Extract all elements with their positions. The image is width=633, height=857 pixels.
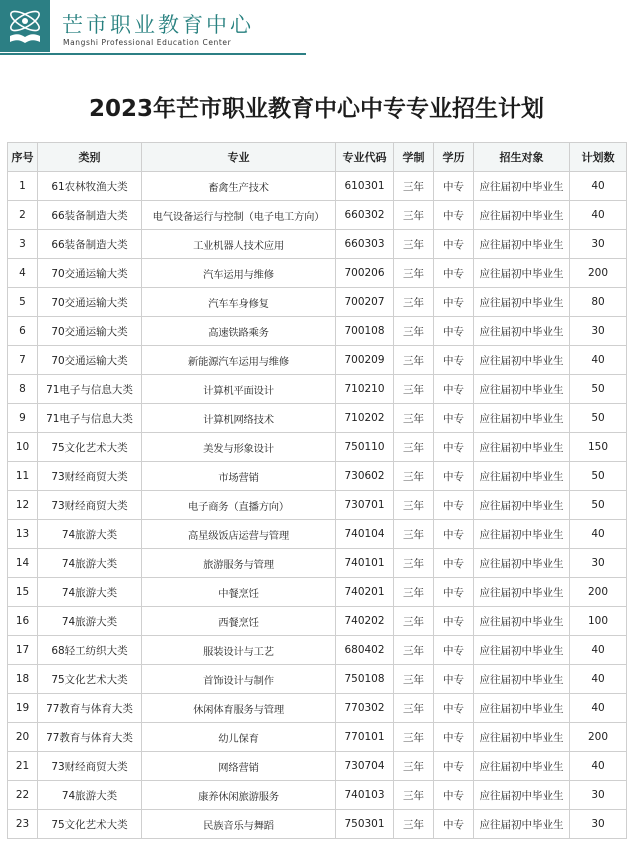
cell-index: 12 (8, 491, 38, 520)
cell-duration: 三年 (394, 578, 434, 607)
cell-degree: 中专 (434, 636, 474, 665)
cell-degree: 中专 (434, 288, 474, 317)
cell-degree: 中专 (434, 694, 474, 723)
cell-code: 700207 (336, 288, 394, 317)
table-row (8, 404, 627, 433)
cell-code: 770302 (336, 694, 394, 723)
table-row (8, 578, 627, 607)
cell-major: 市场营销 (142, 462, 336, 491)
cell-target: 应往届初中毕业生 (474, 404, 570, 433)
cell-duration: 三年 (394, 723, 434, 752)
cell-degree: 中专 (434, 665, 474, 694)
cell-code: 740201 (336, 578, 394, 607)
cell-index: 17 (8, 636, 38, 665)
cell-target: 应往届初中毕业生 (474, 230, 570, 259)
cell-quota: 50 (570, 375, 627, 404)
cell-index: 5 (8, 288, 38, 317)
table-row (8, 665, 627, 694)
cell-quota: 200 (570, 259, 627, 288)
cell-category: 74旅游大类 (38, 520, 142, 549)
cell-major: 高星级饭店运营与管理 (142, 520, 336, 549)
cell-quota: 30 (570, 230, 627, 259)
table-row (8, 317, 627, 346)
cell-quota: 30 (570, 781, 627, 810)
table-row (8, 636, 627, 665)
cell-code: 730704 (336, 752, 394, 781)
cell-degree: 中专 (434, 723, 474, 752)
col-header-target: 招生对象 (474, 143, 570, 172)
cell-code: 660303 (336, 230, 394, 259)
cell-target: 应往届初中毕业生 (474, 172, 570, 201)
cell-major: 工业机器人技术应用 (142, 230, 336, 259)
cell-code: 710210 (336, 375, 394, 404)
cell-category: 70交通运输大类 (38, 317, 142, 346)
cell-target: 应往届初中毕业生 (474, 201, 570, 230)
cell-target: 应往届初中毕业生 (474, 636, 570, 665)
cell-index: 7 (8, 346, 38, 375)
cell-major: 计算机网络技术 (142, 404, 336, 433)
cell-category: 73财经商贸大类 (38, 462, 142, 491)
cell-target: 应往届初中毕业生 (474, 491, 570, 520)
cell-quota: 30 (570, 317, 627, 346)
cell-code: 770101 (336, 723, 394, 752)
cell-degree: 中专 (434, 317, 474, 346)
cell-major: 电气设备运行与控制（电子电工方向） (142, 201, 336, 230)
cell-degree: 中专 (434, 462, 474, 491)
cell-category: 73财经商贸大类 (38, 752, 142, 781)
cell-major: 中餐烹饪 (142, 578, 336, 607)
cell-quota: 50 (570, 462, 627, 491)
school-logo (0, 0, 50, 52)
cell-duration: 三年 (394, 172, 434, 201)
cell-code: 750110 (336, 433, 394, 462)
cell-degree: 中专 (434, 201, 474, 230)
col-header-code: 专业代码 (336, 143, 394, 172)
cell-degree: 中专 (434, 491, 474, 520)
cell-major: 汽车车身修复 (142, 288, 336, 317)
cell-duration: 三年 (394, 462, 434, 491)
cell-code: 710202 (336, 404, 394, 433)
cell-code: 740104 (336, 520, 394, 549)
col-header-duration: 学制 (394, 143, 434, 172)
table-row (8, 694, 627, 723)
cell-major: 新能源汽车运用与维修 (142, 346, 336, 375)
cell-category: 77教育与体育大类 (38, 723, 142, 752)
cell-major: 汽车运用与维修 (142, 259, 336, 288)
table-row (8, 375, 627, 404)
cell-duration: 三年 (394, 201, 434, 230)
cell-code: 750301 (336, 810, 394, 839)
cell-major: 西餐烹饪 (142, 607, 336, 636)
cell-index: 9 (8, 404, 38, 433)
table-row (8, 288, 627, 317)
cell-category: 75文化艺术大类 (38, 810, 142, 839)
cell-index: 8 (8, 375, 38, 404)
cell-degree: 中专 (434, 781, 474, 810)
col-header-degree: 学历 (434, 143, 474, 172)
cell-code: 700206 (336, 259, 394, 288)
cell-major: 康养休闲旅游服务 (142, 781, 336, 810)
cell-quota: 50 (570, 491, 627, 520)
cell-target: 应往届初中毕业生 (474, 781, 570, 810)
cell-category: 61农林牧渔大类 (38, 172, 142, 201)
cell-category: 71电子与信息大类 (38, 375, 142, 404)
cell-duration: 三年 (394, 607, 434, 636)
cell-duration: 三年 (394, 810, 434, 839)
table-row (8, 607, 627, 636)
cell-category: 70交通运输大类 (38, 288, 142, 317)
cell-major: 休闲体育服务与管理 (142, 694, 336, 723)
table-header-row (8, 143, 627, 172)
table-row (8, 520, 627, 549)
col-header-category: 类别 (38, 143, 142, 172)
cell-degree: 中专 (434, 259, 474, 288)
cell-major: 网络营销 (142, 752, 336, 781)
cell-degree: 中专 (434, 752, 474, 781)
cell-category: 68轻工纺织大类 (38, 636, 142, 665)
table-row (8, 752, 627, 781)
cell-quota: 40 (570, 694, 627, 723)
table-row (8, 259, 627, 288)
cell-degree: 中专 (434, 346, 474, 375)
cell-target: 应往届初中毕业生 (474, 694, 570, 723)
cell-target: 应往届初中毕业生 (474, 462, 570, 491)
cell-degree: 中专 (434, 230, 474, 259)
cell-index: 21 (8, 752, 38, 781)
cell-quota: 200 (570, 578, 627, 607)
cell-duration: 三年 (394, 317, 434, 346)
cell-target: 应往届初中毕业生 (474, 520, 570, 549)
page-title: 2023年芒市职业教育中心中专专业招生计划 (88, 96, 544, 122)
cell-degree: 中专 (434, 375, 474, 404)
cell-degree: 中专 (434, 549, 474, 578)
cell-index: 1 (8, 172, 38, 201)
cell-target: 应往届初中毕业生 (474, 317, 570, 346)
cell-index: 6 (8, 317, 38, 346)
cell-duration: 三年 (394, 549, 434, 578)
cell-index: 11 (8, 462, 38, 491)
cell-major: 高速铁路乘务 (142, 317, 336, 346)
cell-index: 22 (8, 781, 38, 810)
cell-quota: 100 (570, 607, 627, 636)
cell-quota: 40 (570, 201, 627, 230)
cell-duration: 三年 (394, 752, 434, 781)
table-row (8, 433, 627, 462)
cell-major: 民族音乐与舞蹈 (142, 810, 336, 839)
cell-index: 19 (8, 694, 38, 723)
cell-target: 应往届初中毕业生 (474, 549, 570, 578)
cell-code: 700209 (336, 346, 394, 375)
cell-duration: 三年 (394, 288, 434, 317)
cell-code: 700108 (336, 317, 394, 346)
cell-category: 74旅游大类 (38, 781, 142, 810)
atom-book-icon (4, 4, 46, 48)
table-row (8, 346, 627, 375)
cell-category: 66装备制造大类 (38, 230, 142, 259)
cell-target: 应往届初中毕业生 (474, 810, 570, 839)
cell-target: 应往届初中毕业生 (474, 346, 570, 375)
col-header-major: 专业 (142, 143, 336, 172)
cell-index: 16 (8, 607, 38, 636)
cell-index: 3 (8, 230, 38, 259)
cell-degree: 中专 (434, 433, 474, 462)
cell-index: 2 (8, 201, 38, 230)
cell-index: 23 (8, 810, 38, 839)
cell-duration: 三年 (394, 520, 434, 549)
org-name: 芒市职业教育中心 (62, 13, 254, 37)
cell-target: 应往届初中毕业生 (474, 723, 570, 752)
cell-duration: 三年 (394, 694, 434, 723)
cell-major: 电子商务（直播方向） (142, 491, 336, 520)
cell-index: 4 (8, 259, 38, 288)
cell-major: 畜禽生产技术 (142, 172, 336, 201)
cell-category: 66装备制造大类 (38, 201, 142, 230)
cell-target: 应往届初中毕业生 (474, 288, 570, 317)
cell-index: 14 (8, 549, 38, 578)
cell-quota: 40 (570, 752, 627, 781)
cell-major: 首饰设计与制作 (142, 665, 336, 694)
cell-code: 610301 (336, 172, 394, 201)
cell-category: 70交通运输大类 (38, 259, 142, 288)
cell-duration: 三年 (394, 259, 434, 288)
cell-duration: 三年 (394, 491, 434, 520)
cell-quota: 80 (570, 288, 627, 317)
cell-index: 20 (8, 723, 38, 752)
cell-duration: 三年 (394, 433, 434, 462)
cell-major: 美发与形象设计 (142, 433, 336, 462)
cell-code: 730701 (336, 491, 394, 520)
cell-quota: 40 (570, 346, 627, 375)
cell-quota: 50 (570, 404, 627, 433)
cell-major: 计算机平面设计 (142, 375, 336, 404)
cell-target: 应往届初中毕业生 (474, 259, 570, 288)
col-header-index: 序号 (8, 143, 38, 172)
cell-category: 71电子与信息大类 (38, 404, 142, 433)
cell-category: 74旅游大类 (38, 607, 142, 636)
cell-major: 服装设计与工艺 (142, 636, 336, 665)
table-row (8, 549, 627, 578)
cell-target: 应往届初中毕业生 (474, 752, 570, 781)
cell-index: 15 (8, 578, 38, 607)
cell-quota: 40 (570, 172, 627, 201)
table-row (8, 201, 627, 230)
table-row (8, 723, 627, 752)
cell-quota: 40 (570, 520, 627, 549)
cell-quota: 40 (570, 665, 627, 694)
cell-index: 18 (8, 665, 38, 694)
cell-target: 应往届初中毕业生 (474, 607, 570, 636)
cell-category: 74旅游大类 (38, 549, 142, 578)
cell-duration: 三年 (394, 404, 434, 433)
table-row (8, 491, 627, 520)
cell-code: 740103 (336, 781, 394, 810)
cell-code: 740202 (336, 607, 394, 636)
cell-duration: 三年 (394, 665, 434, 694)
cell-target: 应往届初中毕业生 (474, 375, 570, 404)
cell-degree: 中专 (434, 172, 474, 201)
cell-quota: 30 (570, 810, 627, 839)
table-body (8, 172, 627, 839)
cell-degree: 中专 (434, 520, 474, 549)
cell-category: 74旅游大类 (38, 578, 142, 607)
org-name-en: Mangshi Professional Education Center (63, 38, 232, 47)
cell-code: 730602 (336, 462, 394, 491)
header-divider (0, 53, 306, 55)
table-row (8, 781, 627, 810)
table-row (8, 230, 627, 259)
col-header-quota: 计划数 (570, 143, 627, 172)
cell-duration: 三年 (394, 346, 434, 375)
cell-duration: 三年 (394, 781, 434, 810)
cell-code: 740101 (336, 549, 394, 578)
enrollment-table (7, 142, 627, 839)
cell-major: 幼儿保育 (142, 723, 336, 752)
cell-degree: 中专 (434, 404, 474, 433)
cell-quota: 150 (570, 433, 627, 462)
cell-target: 应往届初中毕业生 (474, 578, 570, 607)
cell-target: 应往届初中毕业生 (474, 433, 570, 462)
cell-quota: 40 (570, 636, 627, 665)
cell-duration: 三年 (394, 230, 434, 259)
cell-index: 10 (8, 433, 38, 462)
cell-category: 75文化艺术大类 (38, 433, 142, 462)
page-header (0, 0, 633, 64)
table-row (8, 810, 627, 839)
cell-category: 77教育与体育大类 (38, 694, 142, 723)
cell-duration: 三年 (394, 636, 434, 665)
table-row (8, 462, 627, 491)
cell-degree: 中专 (434, 810, 474, 839)
cell-code: 750108 (336, 665, 394, 694)
cell-category: 73财经商贸大类 (38, 491, 142, 520)
cell-category: 75文化艺术大类 (38, 665, 142, 694)
cell-degree: 中专 (434, 607, 474, 636)
cell-code: 660302 (336, 201, 394, 230)
cell-index: 13 (8, 520, 38, 549)
cell-code: 680402 (336, 636, 394, 665)
cell-target: 应往届初中毕业生 (474, 665, 570, 694)
cell-major: 旅游服务与管理 (142, 549, 336, 578)
cell-quota: 30 (570, 549, 627, 578)
table-row (8, 172, 627, 201)
cell-category: 70交通运输大类 (38, 346, 142, 375)
cell-duration: 三年 (394, 375, 434, 404)
cell-quota: 200 (570, 723, 627, 752)
cell-degree: 中专 (434, 578, 474, 607)
